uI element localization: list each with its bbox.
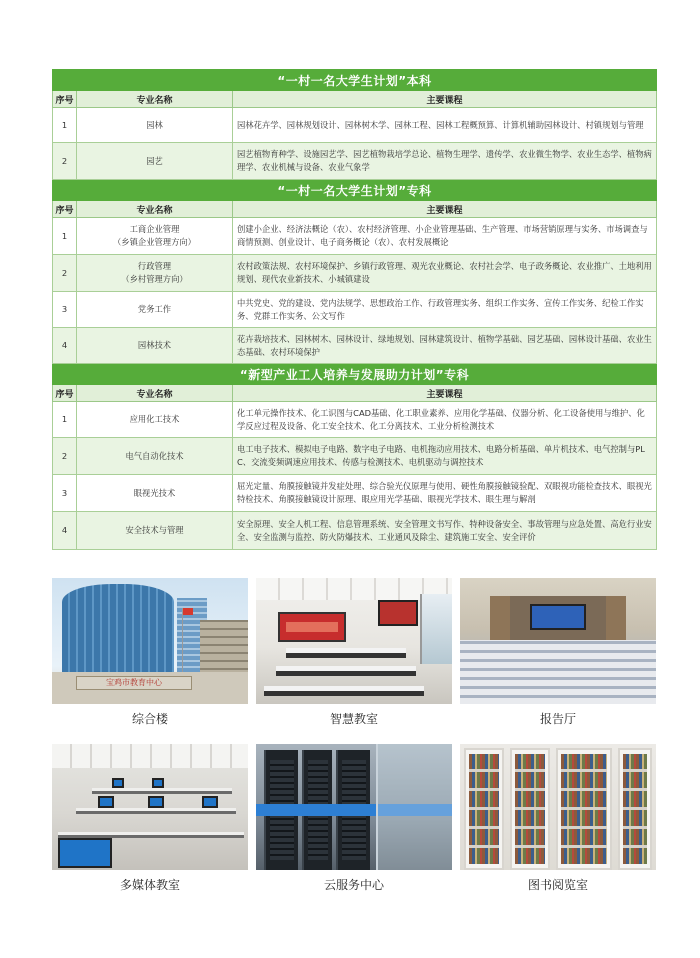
table-row xyxy=(53,402,657,438)
table-row xyxy=(53,143,657,180)
bookshelf-icon xyxy=(618,748,652,870)
row-major: 园林 xyxy=(77,108,233,143)
row-no: 1 xyxy=(53,402,77,438)
row-no: 3 xyxy=(53,475,77,512)
row-no: 2 xyxy=(53,143,77,180)
section-title-row xyxy=(53,180,657,201)
row-major: 安全技术与管理 xyxy=(77,512,233,550)
desk-shape xyxy=(92,788,232,794)
photo-caption: 云服务中心 xyxy=(323,878,384,892)
row-no: 2 xyxy=(53,438,77,475)
stage-screen-icon xyxy=(530,604,586,630)
row-major: 园林技术 xyxy=(77,328,233,364)
photo-caption: 图书阅览室 xyxy=(527,878,588,892)
curriculum-table-block xyxy=(52,69,656,550)
header-courses: 主要课程 xyxy=(233,91,657,108)
header-no: 序号 xyxy=(53,201,77,218)
curriculum-table xyxy=(52,69,657,550)
row-major: 应用化工技术 xyxy=(77,402,233,438)
row-no: 4 xyxy=(53,328,77,364)
header-no: 序号 xyxy=(53,91,77,108)
row-major: 园艺 xyxy=(77,143,233,180)
window-shape xyxy=(420,594,452,664)
section-title-row xyxy=(53,364,657,385)
table-row xyxy=(53,512,657,550)
bookshelf-icon xyxy=(556,748,612,870)
row-major xyxy=(77,255,233,292)
monitor-icon xyxy=(152,778,164,788)
header-major: 专业名称 xyxy=(77,385,233,402)
desk-shape xyxy=(76,808,236,814)
photo-multimedia-classroom xyxy=(52,744,248,870)
row-no: 2 xyxy=(53,255,77,292)
photo-caption: 智慧教室 xyxy=(329,712,378,726)
header-courses: 主要课程 xyxy=(233,201,657,218)
row-courses: 安全原理、安全人机工程、信息管理系统、安全管理文书写作、特种设备安全、事故管理与应急处置、高危行业安全、安全监测与监控、防火防爆技术、工业通风及除尘、建筑施工安全、安全评价 xyxy=(233,512,657,550)
row-major: 眼视光技术 xyxy=(77,475,233,512)
row-major: 党务工作 xyxy=(77,292,233,328)
row-major-sub: （乡镇企业管理方向） xyxy=(113,237,196,247)
table-row xyxy=(53,292,657,328)
table-row xyxy=(53,475,657,512)
table-header-row xyxy=(53,385,657,402)
photo-complex-building xyxy=(52,578,248,704)
row-courses: 化工单元操作技术、化工识图与CAD基础、化工职业素养、应用化学基础、仪器分析、化工设备使用与维护、化学反应过程及设备、化工安全技术、化工分离技术、工业分析检测技术 xyxy=(233,402,657,438)
section-title-row xyxy=(53,70,657,91)
table-row xyxy=(53,218,657,255)
ceiling-shape xyxy=(52,744,248,768)
photo-caption: 综合楼 xyxy=(131,712,168,726)
section-title: “一村一名大学生计划”专科 xyxy=(53,180,657,201)
monitor-icon xyxy=(98,796,114,808)
table-header-row xyxy=(53,201,657,218)
glass-door-shape xyxy=(376,744,452,870)
photo-smart-classroom xyxy=(256,578,452,704)
header-courses: 主要课程 xyxy=(233,385,657,402)
seats-shape xyxy=(460,640,656,704)
desk-shape xyxy=(264,686,424,696)
monitor-icon xyxy=(148,796,164,808)
header-major: 专业名称 xyxy=(77,91,233,108)
row-courses: 园林花卉学、园林规划设计、园林树木学、园林工程、园林工程概预算、计算机辅助园林设计、村镇规划与管理 xyxy=(233,108,657,143)
row-major-main: 行政管理 xyxy=(137,261,172,271)
row-no: 3 xyxy=(53,292,77,328)
row-no: 4 xyxy=(53,512,77,550)
row-courses: 屈光定量、角膜接触镜并发症处理、综合验光仪原理与使用、硬性角膜接触镜验配、双眼视功能检查技术、眼视光特检技术、角膜接触镜设计原理、眼应用光学基础、眼视光学技术、眼生理与解剖 xyxy=(233,475,657,512)
photo-caption: 多媒体教室 xyxy=(119,878,180,892)
building-sign-text: 宝鸡市教育中心 xyxy=(106,678,162,687)
row-major-main: 工商企业管理 xyxy=(129,224,180,234)
header-no: 序号 xyxy=(53,385,77,402)
monitor-icon xyxy=(112,778,124,788)
row-no: 1 xyxy=(53,108,77,143)
row-courses: 农村政策法规、农村环境保护、乡镇行政管理、观光农业概论、农村社会学、电子政务概论、农业推广、土地利用规划、现代农业新技术、小城镇建设 xyxy=(233,255,657,292)
monitor-icon xyxy=(58,838,112,868)
curtain-shape xyxy=(490,596,510,642)
row-courses: 中共党史、党的建设、党内法规学、思想政治工作、行政管理实务、组织工作实务、宣传工作实务、纪检工作实务、党群工作实务、公文写作 xyxy=(233,292,657,328)
photo-caption: 报告厅 xyxy=(539,712,576,726)
bookshelf-icon xyxy=(464,748,504,870)
projector-screen-icon xyxy=(278,612,346,642)
desk-shape xyxy=(276,666,416,676)
desk-shape xyxy=(286,648,406,658)
building-sign xyxy=(76,676,192,690)
row-courses: 电工电子技术、模拟电子电路、数字电子电路、电机拖动应用技术、电路分析基础、单片机技术、电气控制与PLC、交流变频调速应用技术、传感与检测技术、电机驱动与调控技术 xyxy=(233,438,657,475)
table-header-row xyxy=(53,91,657,108)
section-title: “一村一名大学生计划”本科 xyxy=(53,70,657,91)
tower-shape xyxy=(62,584,174,684)
curtain-shape xyxy=(606,596,626,642)
photo-library-reading-room xyxy=(460,744,656,870)
table-row xyxy=(53,328,657,364)
row-courses: 花卉栽培技术、园林树木、园林设计、绿地规划、园林建筑设计、植物学基础、园艺基础、园林设计基础、农业生态基础、农村环境保护 xyxy=(233,328,657,364)
row-courses: 园艺植物育种学、设施园艺学、园艺植物栽培学总论、植物生理学、遗传学、农业微生物学、农业生态学、植物病理学、农业机械与设备、农业气象学 xyxy=(233,143,657,180)
monitor-icon xyxy=(202,796,218,808)
table-row xyxy=(53,108,657,143)
table-row xyxy=(53,438,657,475)
table-row xyxy=(53,255,657,292)
row-major xyxy=(77,218,233,255)
photo-auditorium xyxy=(460,578,656,704)
row-major: 电气自动化技术 xyxy=(77,438,233,475)
row-major-sub: （乡村管理方向） xyxy=(121,274,188,284)
row-no: 1 xyxy=(53,218,77,255)
bookshelf-icon xyxy=(510,748,550,870)
section-title: “新型产业工人培养与发展助力计划”专科 xyxy=(53,364,657,385)
header-major: 专业名称 xyxy=(77,201,233,218)
flag-icon xyxy=(182,608,183,672)
photo-cloud-service-center xyxy=(256,744,452,870)
tv-screen-icon xyxy=(378,600,418,626)
row-courses: 创建小企业、经济法概论（农）、农村经济管理、小企业管理基础、生产管理、市场营销原理与实务、市场调查与商情预测、创业设计、电子商务概论（农）、农村发展概论 xyxy=(233,218,657,255)
